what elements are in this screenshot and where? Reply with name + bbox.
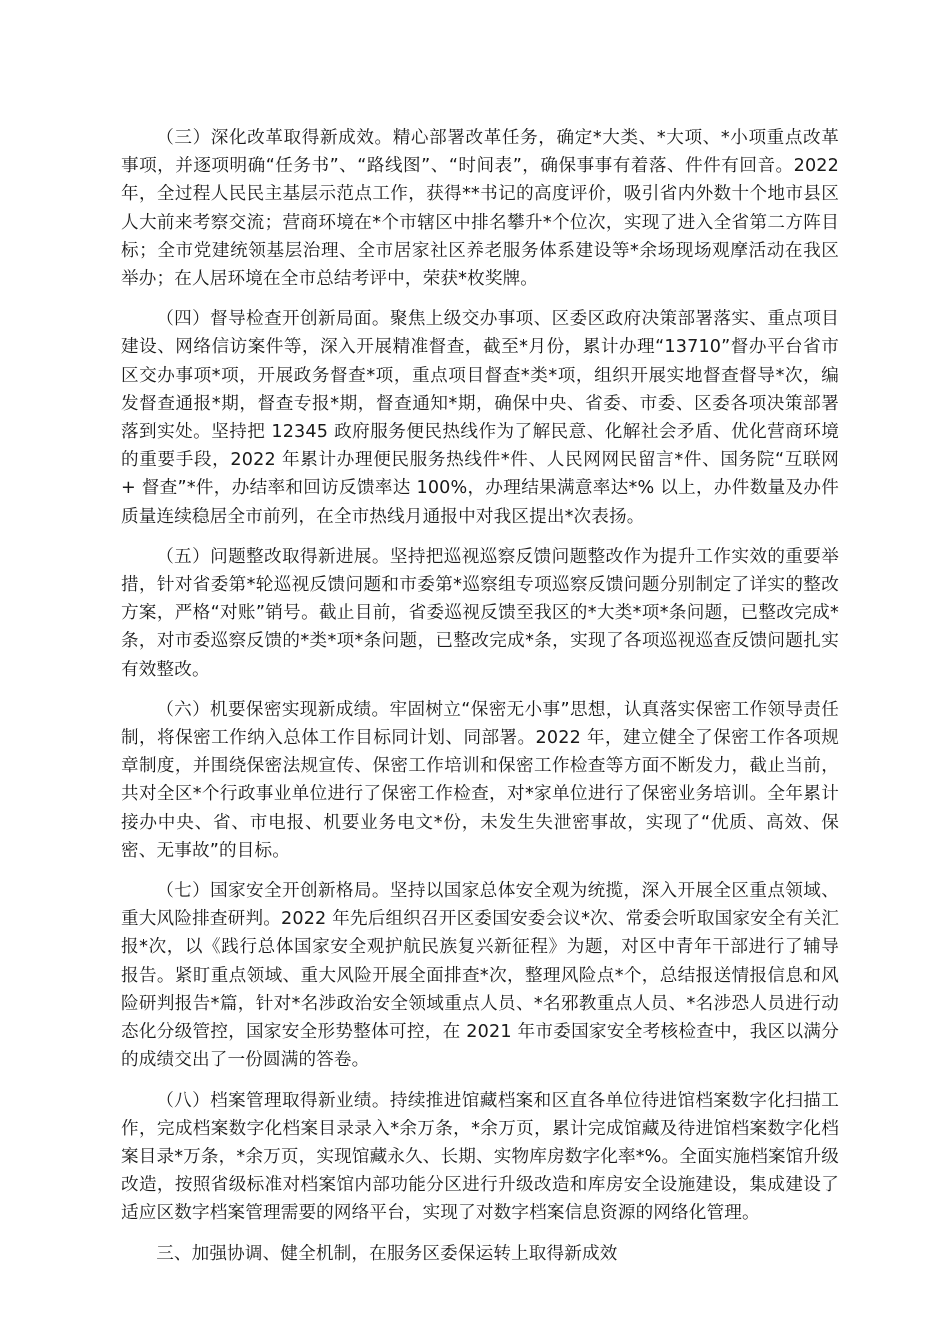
- paragraph-reform: （三）深化改革取得新成效。精心部署改革任务，确定*大类、*大项、*小项重点改革事项，并逐项明确“任务书”、“路线图”、“时间表”，确保事事有着落、件件有回音。2022 年，全过程人民民主基层示范点工作，获得**书记的高度评价，吸引省内外数十个地市县区人大前来考察交流；营商环境在*个市辖区中排名攀升*个位次，实现了进入全省第二方阵目标；全市党建统领基层治理、全市居家社区养老服务体系建设等*余场现场观摩活动在我区举办；在人居环境在全市总结考评中，荣获*枚奖牌。: [121, 128, 839, 290]
- paragraph-national-security: （七）国家安全开创新格局。坚持以国家总体安全观为统揽，深入开展全区重点领域、重大风险排查研判。2022 年先后组织召开区委国安委会议*次、常委会听取国家安全有关汇报*次，以《践行总体国家安全观护航民族复兴新征程》为题，对区中青年干部进行了辅导报告。紧盯重点领域、重大风险开展全面排查*次，整理风险点*个，总结报送情报信息和风险研判报告*篇，针对*名涉政治安全领域重点人员、*名邪教重点人员、*名涉恐人员进行动态化分级管控，国家安全形势整体可控，在 2021 年市委国家安全考核检查中，我区以满分的成绩交出了一份圆满的答卷。: [121, 881, 839, 1071]
- paragraph-confidentiality: （六）机要保密实现新成绩。牢固树立“保密无小事”思想，认真落实保密工作领导责任制，将保密工作纳入总体工作目标同计划、同部署。2022 年，建立健全了保密工作各项规章制度，并围绕保密法规宣传、保密工作培训和保密工作检查等方面不断发力，截止当前，共对全区*个行政事业单位进行了保密工作检查，对*家单位进行了保密业务培训。全年累计接办中央、省、市电报、机要业务电文*份，未发生失泄密事故，实现了“优质、高效、保密、无事故”的目标。: [121, 699, 839, 861]
- paragraph-archives: （八）档案管理取得新业绩。持续推进馆藏档案和区直各单位待进馆档案数字化扫描工作，完成档案数字化档案目录录入*余万条，*余万页，累计完成馆藏及待进馆档案数字化档案目录*万条，*余万页，实现馆藏永久、长期、实物库房数字化率*%。全面实施档案馆升级改造，按照省级标准对档案馆内部功能分区进行升级改造和库房安全设施建设，集成建设了适应区数字档案管理需要的网络平台，实现了对数字档案信息资源的网络化管理。: [121, 1090, 839, 1224]
- section-heading: 三、加强协调、健全机制，在服务区委保运转上取得新成效: [156, 1243, 618, 1264]
- paragraph-rectification: （五）问题整改取得新进展。坚持把巡视巡察反馈问题整改作为提升工作实效的重要举措，针对省委第*轮巡视反馈问题和市委第*巡察组专项巡察反馈问题分别制定了详实的整改方案，严格“对账”销号。截止目前，省委巡视反馈至我区的*大类*项*条问题，已整改完成*条，对市委巡察反馈的*类*项*条问题，已整改完成*条，实现了各项巡视巡查反馈问题扎实有效整改。: [121, 546, 839, 680]
- paragraph-supervision: （四）督导检查开创新局面。聚焦上级交办事项、区委区政府决策部署落实、重点项目建设、网络信访案件等，深入开展精准督查，截至*月份，累计办理“13710”督办平台省市区交办事项*项，开展政务督查*项，重点项目督查*类*项，组织开展实地督查督导*次，编发督查通报*期，督查专报*期，督查通知*期，确保中央、省委、市委、区委各项决策部署落到实处。坚持把 12345 政府服务便民热线作为了解民意、化解社会矛盾、优化营商环境的重要手段，2022 年累计办理便民服务热线件*件、人民网网民留言*件、国务院“互联网 + 督查”*件，办结率和回访反馈率达 100%，办理结果满意率达*% 以上，办件数量及办件质量连续稳居全市前列，在全市热线月通报中对我区提出*次表扬。: [121, 309, 839, 527]
- document-page: [121, 124, 839, 1280]
